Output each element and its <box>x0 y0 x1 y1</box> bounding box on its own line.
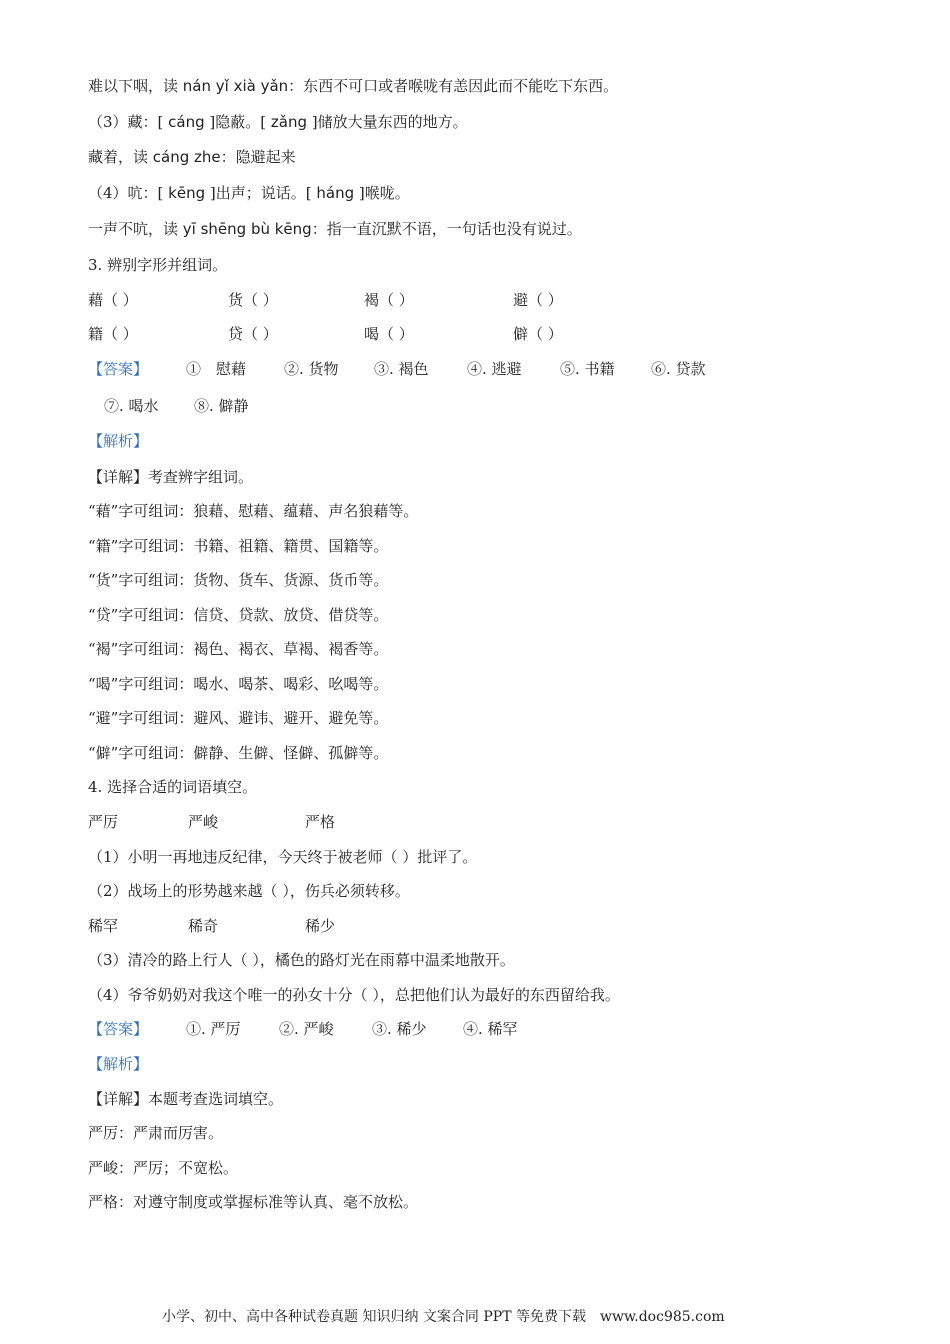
answer-item: ④. 逃避 <box>467 360 522 378</box>
text-line-1 <box>88 75 618 97</box>
answer-tag: 【答案】 <box>88 360 149 378</box>
answer-item: ⑦. 喝水 <box>104 397 159 415</box>
text-segment: 一声不吭，读 <box>88 220 183 238</box>
text-segment: （4）吭：[ <box>88 184 169 202</box>
detail-tag: 【详解】 <box>88 1090 149 1108</box>
text-line-2 <box>88 111 468 133</box>
explain-line: “避”字可组词：避风、避讳、避开、避免等。 <box>88 709 389 727</box>
text-segment: ]隐蔽。[ <box>204 113 271 131</box>
grid-cell: 贷（ ） <box>228 325 278 343</box>
pinyin: cáng <box>168 113 205 131</box>
detail-text: 考查辨字组词。 <box>148 468 254 486</box>
pinyin: nán yǐ xià yǎn <box>182 77 289 95</box>
sentence: （1）小明一再地违反纪律，今天终于被老师（ ）批评了。 <box>88 848 478 866</box>
word-option: 严厉 <box>88 813 119 831</box>
detail-tag: 【详解】 <box>88 468 149 486</box>
word-option: 稀少 <box>305 917 336 935</box>
answer-item: ⑧. 僻静 <box>194 397 249 415</box>
explain-line: “僻”字可组词：僻静、生僻、怪僻、孤僻等。 <box>88 744 389 762</box>
definition-line: 严峻：严厉；不宽松。 <box>88 1159 239 1177</box>
text-segment: ]储放大量东西的地方。 <box>306 113 468 131</box>
text-segment: 藏着，读 <box>88 148 153 166</box>
text-segment: ：隐避起来 <box>220 148 296 166</box>
analysis-tag: 【解析】 <box>88 1055 149 1073</box>
text-segment: ]喉咙。 <box>354 184 410 202</box>
explain-line: “贷”字可组词：信贷、贷款、放贷、借贷等。 <box>88 606 389 624</box>
pinyin: yī shēng bù kēng <box>182 220 312 238</box>
answer-item: ① 慰藉 <box>186 360 247 378</box>
grid-cell: 避（ ） <box>513 291 563 309</box>
answer-item: ③. 稀少 <box>372 1020 427 1038</box>
text-line-3 <box>88 146 296 168</box>
definition-line: 严厉：严肃而厉害。 <box>88 1124 224 1142</box>
question-4-title: 4. 选择合适的词语填空。 <box>88 778 258 796</box>
text-line-4 <box>88 182 410 204</box>
explain-line: “籍”字可组词：书籍、祖籍、籍贯、国籍等。 <box>88 537 389 555</box>
detail-line <box>88 1088 283 1110</box>
question-3-title: 3. 辨别字形并组词。 <box>88 256 228 274</box>
pinyin: kēng <box>168 184 206 202</box>
page-footer <box>162 1307 725 1327</box>
detail-line <box>88 466 253 488</box>
explain-line: “藉”字可组词：狼藉、慰藉、蕴藉、声名狼藉等。 <box>88 502 419 520</box>
grid-cell: 喝（ ） <box>364 325 414 343</box>
footer-url[interactable]: www.doc985.com <box>599 1309 725 1325</box>
word-option: 稀罕 <box>88 917 119 935</box>
answer-item: ⑤. 书籍 <box>560 360 615 378</box>
text-segment: ：指一直沉默不语，一句话也没有说过。 <box>311 220 582 238</box>
explain-line: “货”字可组词：货物、货车、货源、货币等。 <box>88 571 389 589</box>
grid-cell: 货（ ） <box>228 291 278 309</box>
word-option: 严峻 <box>188 813 219 831</box>
answer-item: ②. 严峻 <box>279 1020 334 1038</box>
answer-item: ⑥. 贷款 <box>651 360 706 378</box>
grid-cell: 褐（ ） <box>364 291 414 309</box>
sentence: （3）清冷的路上行人（ ），橘色的路灯光在雨幕中温柔地散开。 <box>88 951 515 969</box>
text-segment: （3）藏：[ <box>88 113 169 131</box>
text-segment: ：东西不可口或者喉咙有恙因此而不能吃下东西。 <box>288 77 619 95</box>
answer-tag: 【答案】 <box>88 1020 149 1038</box>
answer-item: ②. 货物 <box>284 360 339 378</box>
sentence: （2）战场上的形势越来越（ ），伤兵必须转移。 <box>88 882 410 900</box>
grid-cell: 籍（ ） <box>88 325 138 343</box>
pinyin: háng <box>316 184 355 202</box>
answer-item: ③. 褐色 <box>374 360 429 378</box>
sentence: （4）爷爷奶奶对我这个唯一的孙女十分（ ），总把他们认为最好的东西留给我。 <box>88 986 620 1004</box>
pinyin: cáng zhe <box>152 148 221 166</box>
text-segment: 难以下咽，读 <box>88 77 183 95</box>
grid-cell: 僻（ ） <box>513 325 563 343</box>
answer-item: ④. 稀罕 <box>463 1020 518 1038</box>
text-line-5 <box>88 218 582 240</box>
answer-item: ①. 严厉 <box>186 1020 241 1038</box>
detail-text: 本题考查选词填空。 <box>148 1090 284 1108</box>
text-segment: ]出声；说话。[ <box>205 184 317 202</box>
definition-line: 严格：对遵守制度或掌握标准等认真、毫不放松。 <box>88 1193 419 1211</box>
explain-line: “褐”字可组词：褐色、褐衣、草褐、褐香等。 <box>88 640 389 658</box>
footer-text: 小学、初中、高中各种试卷真题 知识归纳 文案合同 PPT 等免费下载 <box>162 1309 586 1325</box>
pinyin: zǎng <box>270 113 307 131</box>
word-option: 稀奇 <box>188 917 219 935</box>
explain-line: “喝”字可组词：喝水、喝茶、喝彩、吆喝等。 <box>88 675 389 693</box>
grid-cell: 藉（ ） <box>88 291 138 309</box>
word-option: 严格 <box>305 813 336 831</box>
analysis-tag: 【解析】 <box>88 432 149 450</box>
